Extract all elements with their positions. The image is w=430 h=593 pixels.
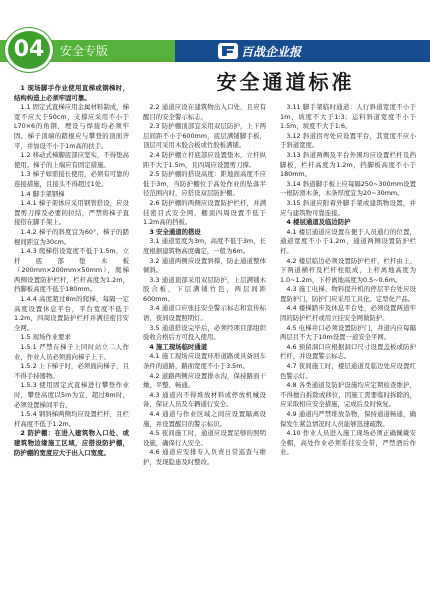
paragraph: 4.4 通道与作业区域之间应设置隔离设施，并设置醒目的警示标识。	[143, 410, 266, 428]
paragraph: 2.2 通道应设在建筑物出入口处，且应有醒目的安全警示标志。	[143, 103, 266, 121]
paragraph: 4.8 各类通道及防护设施均应定期检查维护，不得擅自拆除或移位，因施工需要临时拆除的，应采取相应安全措施，完成后及时恢复。	[280, 381, 416, 409]
paragraph: 3.12 斜道拐弯处应设置平台，其宽度不应小于斜道宽度。	[280, 131, 416, 150]
paragraph: 1.3 梯子如需接长使用，必须有可靠的连接措施，且接头不得超过1处。	[14, 170, 129, 188]
paragraph: 4.5 夜间施工时，通道应设置足够的照明设施，确保行人安全。	[143, 429, 266, 447]
paragraph: 3.5 通道搭设完毕后，必须经项目部组织验收合格后方可投入使用。	[143, 323, 266, 342]
paragraph: 2.5 防护棚的搭设高度：距地面高度不应低于3m，当防护棚位于高处作业的坠落半径范围内时，应搭设双层防护棚。	[143, 170, 266, 198]
paragraph: 4 施工现场临时通道	[149, 342, 208, 351]
paragraph: 3.15 斜道应附着外脚手架或建筑物设置，并应与建筑物可靠连接。	[280, 198, 416, 217]
paragraph: 2 防护棚：在进入建筑物入口处、或建筑物边缘施工区域，应搭设防护棚，防护棚的宽度应大于出入口宽度。	[14, 429, 129, 457]
paragraph: 4.7 夜间施工时，楼层通道及临边处应设置红色警示灯。	[280, 362, 416, 380]
page-number-badge: 04	[5, 28, 53, 72]
paragraph: 4 楼层通道及临边防护	[286, 218, 351, 227]
header	[0, 0, 430, 62]
brand-banner	[175, 40, 430, 62]
logo-icon	[218, 43, 238, 59]
brand-logo	[218, 42, 301, 60]
article-title: 安全通道标准	[216, 70, 355, 94]
paragraph: 1.5.4 钢斜梯两侧均应设置栏杆，且栏杆高度不低于1.2m。	[14, 410, 129, 428]
paragraph: 4.5 电梯井口必须设置防护门，井道内应每隔两层且不大于10m设置一道安全平网。	[280, 323, 416, 342]
paragraph: 1.2 移动式梯脚底部应坚实，不得垫高使用。梯子的上端应有固定措施。	[14, 151, 129, 169]
column-3	[280, 103, 416, 584]
paragraph: 1 现场脚手作业使用直梯或钢梯时，结构构造上必须牢固可靠。	[14, 84, 129, 102]
section-title: 安全专版	[60, 44, 109, 58]
paragraph: 1.5 现场作业要求	[20, 333, 71, 342]
column-1	[14, 84, 129, 584]
paragraph: 4.1 施工现场应设置环形道路或具备回车条件的道路，路面宽度不小于3.5m。	[143, 352, 266, 371]
paragraph: 3.13 斜道两侧及平台外围均应设置栏杆及挡脚板，栏杆高度为1.2m，挡脚板高度不小于180mm。	[280, 150, 416, 179]
paragraph: 3 安全通道的搭设	[149, 227, 201, 236]
paragraph: 3.3 通道顶部采用双层防护，上层满铺木胶合板，下层满铺竹笆，两层间距600mm。	[143, 275, 266, 303]
paragraph: 4.1 楼层通道应设置在便于人员通行的位置，通道宽度不小于1.2m，通道两侧设置防护栏杆。	[280, 227, 416, 255]
paragraph: 1.4 脚手架钢梯	[20, 189, 65, 198]
paragraph: 2.6 防护棚的两侧应设置防护栏杆，并满挂密目式安全网，棚顶四周设置不低于1.2m高的挡板。	[143, 198, 266, 227]
paragraph: 4.9 通道内严禁堆放杂物，保持通道畅通，确保发生紧急情况时人员能够迅速疏散。	[280, 410, 416, 428]
paragraph: 4.3 施工电梯、物料提升机的停层平台处应设置防护门，防护门应采用工具化、定型化产品。	[280, 285, 416, 303]
paragraph: 3.2 通道两侧应设置斜撑，防止通道整体倾斜。	[143, 256, 266, 275]
paragraph: 1.1 固定式直梯应用金属材料制成，梯宽不应大于50cm，支撑应采用不小于L70×6的角钢，埋设与焊接均必须牢固。梯子顶端的踏棍应与攀登的顶面齐平，并加设不小于1m高的扶手。	[14, 103, 129, 150]
paragraph: 3.11 脚手架临时通道：人行斜道宽度不小于1m，坡度不大于1:3；运料斜道宽度不小于1.5m，坡度不大于1:6。	[280, 103, 416, 131]
paragraph: 1.5.1 严禁在梯子上同时站立二人作业，作业人员必须面向梯子上下。	[14, 343, 129, 361]
paragraph: 3.14 斜道脚手板上应每隔250~300mm设置一根防滑木条，木条厚度宜为20~30mm。	[280, 179, 416, 198]
paragraph: 4.6 通道应安排专人负责日常巡查与维护，发现隐患及时整改。	[143, 448, 266, 466]
paragraph: 1.4.2 梯子的斜度宜为60°，梯子的踏棍间距宜为30cm。	[14, 227, 129, 246]
paragraph: 4.2 道路两侧应设置排水沟，保持路面干燥、平整、畅通。	[143, 371, 266, 390]
paragraph: 4.10 作业人员进入施工现场必须正确佩戴安全帽，高处作业必须系挂安全带，严禁酒后作业。	[280, 429, 416, 457]
paragraph: 1.4.1 梯子架体应采用钢管搭设，应设置剪刀撑及必要的拉结，严禁将梯子直接搭在脚手架上。	[14, 199, 129, 227]
paragraph: 4.2 楼层临边必须设置防护栏杆，栏杆由上、下两道横杆及栏杆柱组成，上杆离地高度为1.0~1.2m，下杆离地高度为0.5~0.6m。	[280, 256, 416, 284]
paragraph: 1.4.4 高度超过8m的爬梯，每隔一定高度设置休息平台，平台宽度不低于1.2m，四周设置防护栏杆并满挂密目安全网。	[14, 295, 129, 332]
paragraph: 2.3 防护棚顶部宜采用双层防护，上下两层间距不小于600mm，底层满铺脚手板，顶层可采用木胶合板或竹胶板满铺。	[143, 122, 266, 150]
paragraph: 1.4.3 爬梯搭设宽度不低于1.5m，立杆底部垫木板（200mm×200mm×50mm），爬梯两侧设置防护栏杆，栏杆高度为1.2m，挡脚板高度不低于180mm。	[14, 247, 129, 294]
paragraph: 1.5.3 使用固定式直梯进行攀登作业时，攀登高度以5m为宜，超过8m时，必须设置梯间平台。	[14, 381, 129, 409]
paragraph: 2.4 防护棚立杆底部应设置垫木，立杆纵距不大于1.5m，且四周应设置剪刀撑。	[143, 150, 266, 169]
paragraph: 3.4 通道口应张挂安全警示标志和宣传标语，夜间设置照明灯。	[143, 304, 266, 323]
column-2	[143, 103, 266, 584]
paragraph: 4.3 通道内不得堆放材料或停放机械设备，保证人员及车辆通行安全。	[143, 390, 266, 409]
paragraph: 4.6 预留洞口应根据洞口尺寸设置盖板或防护栏杆，并设置警示标志。	[280, 342, 416, 361]
paragraph: 1.5.2 上下梯子时，必须面向梯子，且不得手持器物。	[14, 362, 129, 380]
paragraph: 3.1 通道宽度为3m，高度不低于3m，长度根据建筑物高度确定，一般为6m。	[143, 237, 266, 255]
brand-name: 百战企业报	[241, 44, 302, 59]
paragraph: 4.4 楼梯踏步及休息平台处，必须设置两道牢固的防护栏杆或用立挂安全网做防护。	[280, 304, 416, 323]
